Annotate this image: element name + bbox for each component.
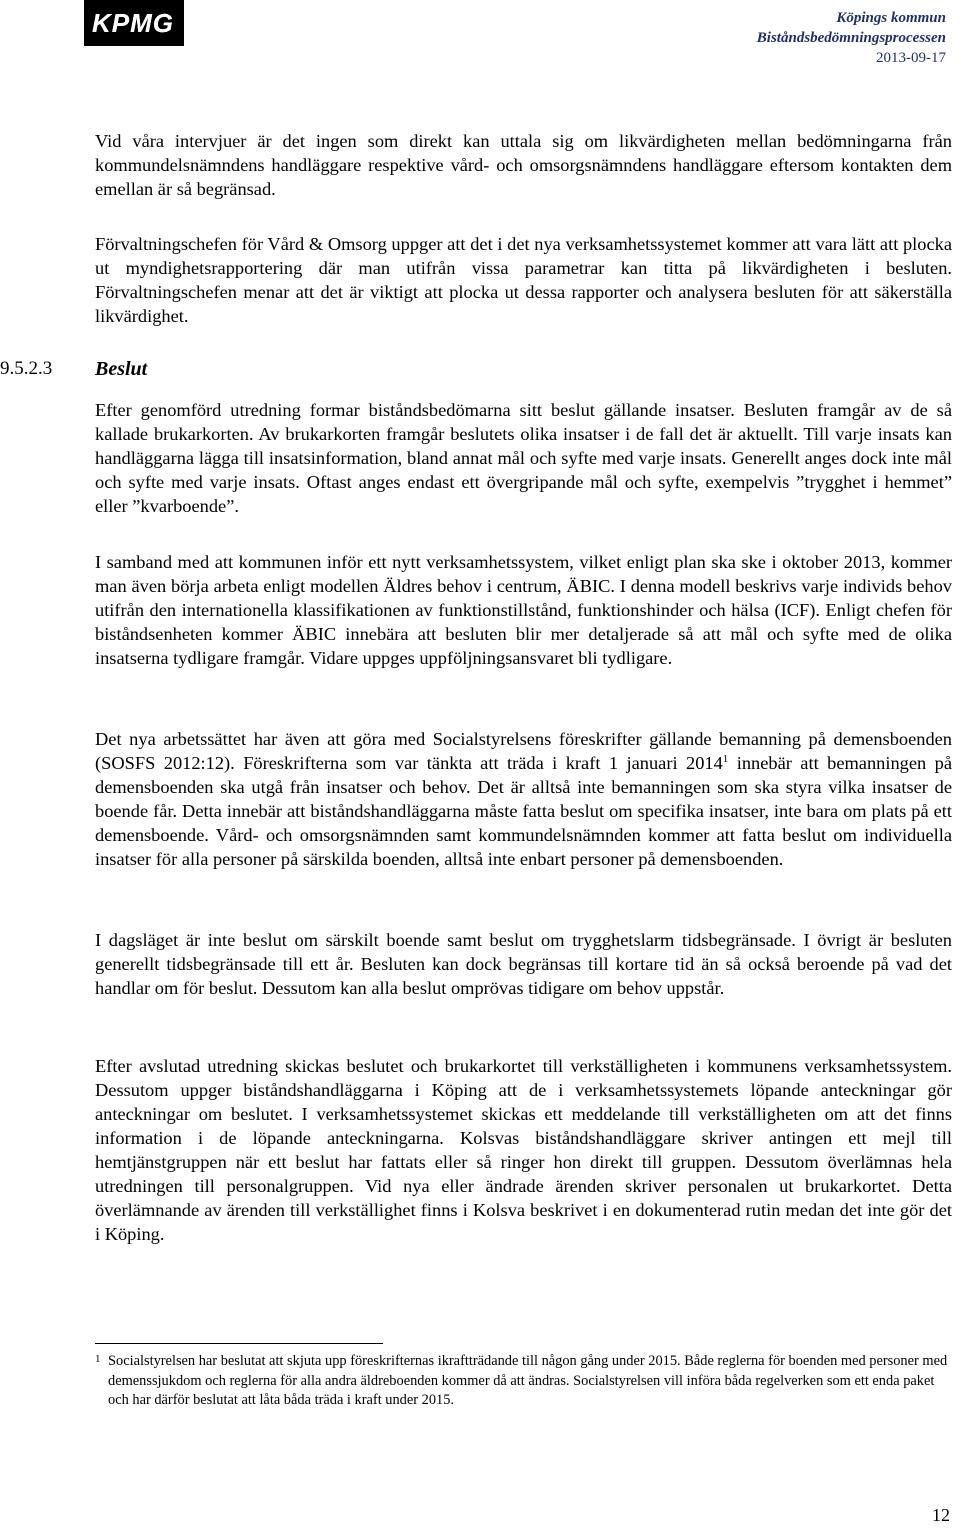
footnote-mark: 1	[95, 1353, 101, 1365]
section-number: 9.5.2.3	[0, 358, 53, 379]
paragraph-5-part-a: Det nya arbetssättet har även att göra med Socialstyrelsens föreskrifter gällande bemanning på demensboenden (SOSFS 2012:12). Föreskrifterna som var tänkta att träda i kraft 1 januari 2014	[95, 729, 952, 773]
paragraph-2	[95, 232, 952, 328]
header-date: 2013-09-17	[876, 50, 946, 66]
paragraph-4	[95, 550, 952, 670]
paragraph-5-text	[95, 727, 952, 871]
paragraph-7	[95, 1054, 952, 1246]
paragraph-2-text: Förvaltningschefen för Vård & Omsorg uppger att det i det nya verksamhetssystemet kommer att vara lätt att plocka ut myndighetsrapportering där man utifrån vissa parametrar kan titta på likvärdigheten i besluten. Förvaltningschefen menar att det är viktigt att plocka ut dessa rapporter och analysera besluten för att säkerställa likvärdighet.	[95, 234, 952, 326]
footnote-divider	[95, 1343, 383, 1344]
paragraph-5-part-b: innebär att bemanningen på demensboenden ska utgå från insatser och behov. Det är alltså inte bemanningen som ska styra vilka insatser de boende får. Detta innebär att biståndshandläggarna måste fatta beslut om specifika insatser, inte bara om plats på ett demensboende. Vård- och omsorgsnämnden samt kommundelsnämnden kommer att fatta beslut om individuella insatser för alla personer på särskilda boenden, alltså inte enbart personer på demensboenden.	[95, 753, 952, 869]
footnote	[95, 1352, 955, 1411]
paragraph-3-text: Efter genomförd utredning formar biståndsbedömarna sitt beslut gällande insatser. Besluten framgår av de så kallade brukarkorten. Av brukarkorten framgår beslutets olika insatser i de fall det är aktuellt. Till varje insats kan handläggarna lägga till insatsinformation, bland annat mål och syfte med varje insats. Generellt anges dock inte mål och syfte med varje insats. Oftast anges endast ett övergripande mål och syfte, exempelvis ”trygghet i hemmet” eller ”kvarboende”.	[95, 400, 952, 516]
footnote-reference[interactable]: 1	[722, 752, 729, 765]
paragraph-4-text: I samband med att kommunen inför ett nytt verksamhetssystem, vilket enligt plan ska ske i oktober 2013, kommer man även börja arbeta enligt modellen Äldres behov i centrum, ÄBIC. I denna modell beskrivs varje individs behov utifrån den internationella klassifikationen av funktionstillstånd, funktionshinder och hälsa (ICF). Enligt chefen för biståndsenheten kommer ÄBIC innebära att besluten blir mer detaljerade så att mål och syfte med de olika insatserna tydligare framgår. Vidare uppges uppföljningsansvaret bli tydligare.	[95, 552, 952, 668]
paragraph-1	[95, 129, 952, 201]
kpmg-logo	[84, 0, 184, 46]
paragraph-6	[95, 928, 952, 1000]
header-org: Köpings kommun	[836, 10, 946, 26]
footnote-text: Socialstyrelsen har beslutat att skjuta upp föreskrifternas ikraftträdande till någon gång under 2015. Både reglerna för boenden med personer med demenssjukdom och reglerna för alla andra äldreboenden kommer då att ändras. Socialstyrelsen vill införa båda regelverken som ett enda paket och har därför beslutat att låta båda träda i kraft under 2015.	[108, 1353, 948, 1408]
page-header	[757, 8, 946, 68]
paragraph-1-text: Vid våra intervjuer är det ingen som direkt kan uttala sig om likvärdigheten mellan bedömningarna från kommundelsnämndens handläggare respektive vård- och omsorgsnämndens handläggare eftersom kontakten dem emellan är så begränsad.	[95, 131, 952, 199]
header-report-title: Biståndsbedömningsprocessen	[756, 30, 946, 46]
paragraph-3	[95, 398, 952, 518]
kpmg-logo-text: KPMG	[92, 8, 174, 38]
paragraph-7-text: Efter avslutad utredning skickas beslutet och brukarkortet till verkställigheten i kommunens verksamhetssystem. Dessutom uppger biståndshandläggarna i Köping att de i verksamhetssystemets löpande anteckningar gör anteckningar om beslutet. I verksamhetssystemet skickas ett meddelande till verkställigheten om att det finns information i de löpande anteckningarna. Kolsvas biståndshandläggare skriver antingen ett mejl till hemtjänstgruppen när ett beslut har fattats eller så ringer hon direkt till gruppen. Dessutom överlämnas hela utredningen till personalgruppen. Vid nya eller ändrade ärenden skriver personalen ut brukarkortet. Detta överlämnande av ärenden till verkställighet finns i Kolsva beskrivet i en dokumenterad rutin medan det inte gör det i Köping.	[95, 1056, 952, 1244]
page-number: 12	[932, 1505, 950, 1525]
paragraph-5	[95, 727, 952, 871]
section-title: Beslut	[95, 358, 148, 380]
paragraph-6-text: I dagsläget är inte beslut om särskilt boende samt beslut om trygghetslarm tidsbegränsade. I övrigt är besluten generellt tidsbegränsade till ett år. Besluten kan dock begränsas till kortare tid än så också beroende på vad det handlar om för beslut. Dessutom kan alla beslut omprövas tidigare om behov uppstår.	[95, 930, 952, 998]
